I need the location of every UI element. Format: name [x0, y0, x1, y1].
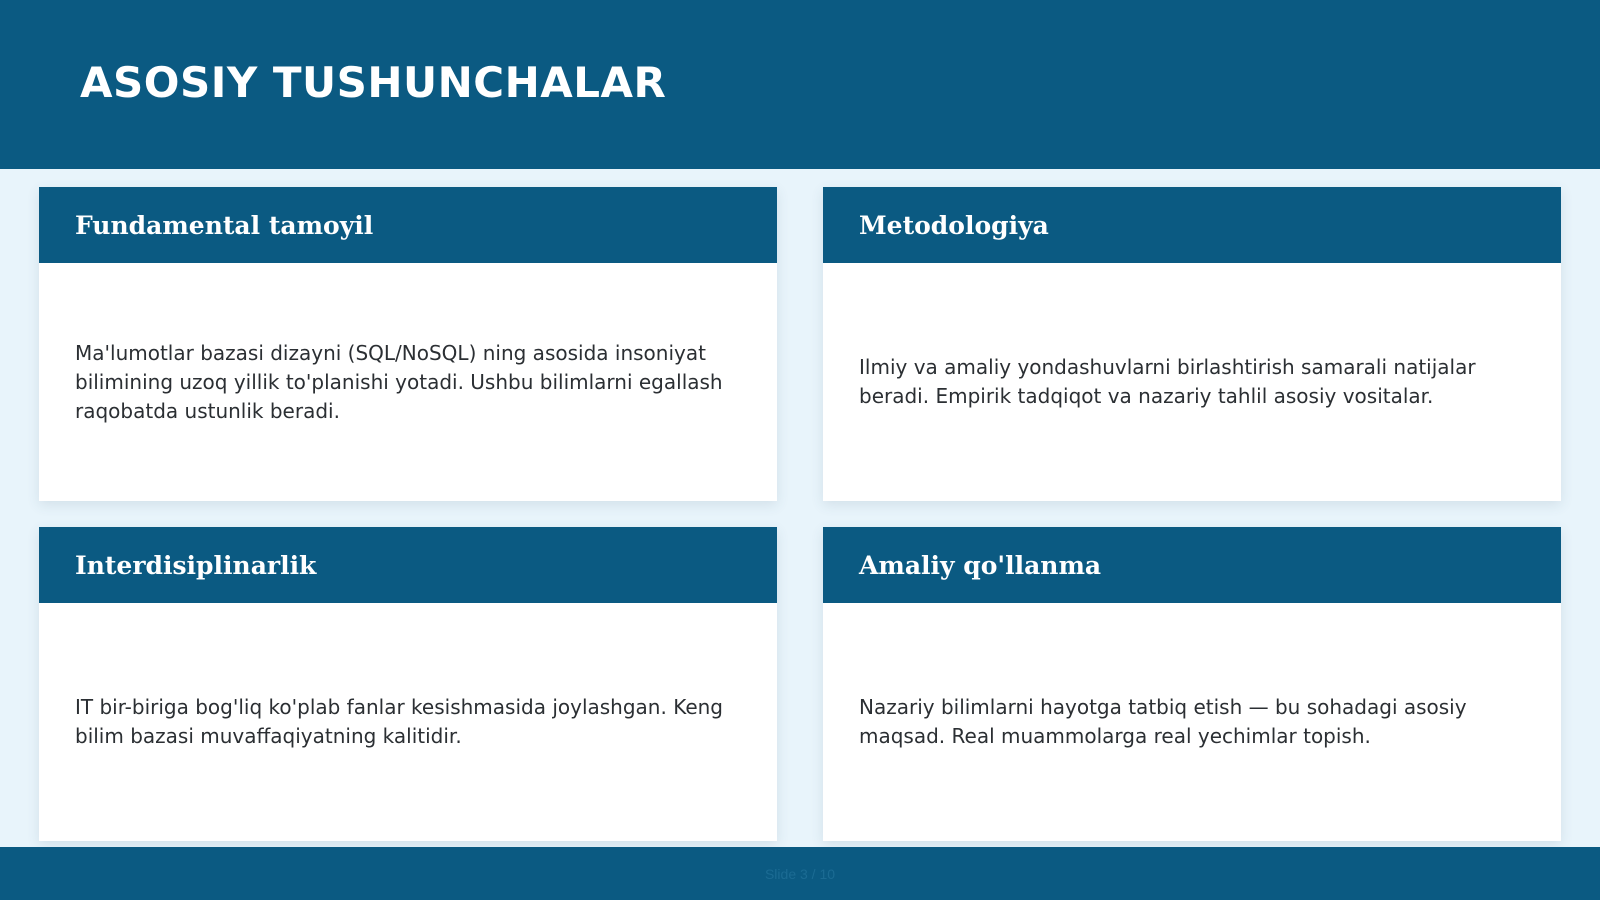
slide-header [0, 0, 1600, 169]
card-title: Interdisiplinarlik [75, 550, 317, 580]
concept-card-methodology [823, 187, 1561, 501]
card-text: Nazariy bilimlarni hayotga tatbiq etish — bu sohadagi asosiy maqsad. Real muammolarga real yechimlar topish. [859, 695, 1467, 748]
card-body [823, 603, 1561, 841]
card-body [39, 263, 777, 501]
card-title: Fundamental tamoyil [75, 210, 374, 240]
card-text: IT bir-biriga bog'liq ko'plab fanlar kesishmasida joylashgan. Keng bilim bazasi muvaffaqiyatning kalitidir. [75, 695, 723, 748]
card-header [39, 187, 777, 263]
slide-footer [0, 847, 1600, 900]
concept-card-practical [823, 527, 1561, 841]
card-title: Metodologiya [859, 210, 1049, 240]
card-header [39, 527, 777, 603]
card-header [823, 187, 1561, 263]
slide-number: Slide 3 / 10 [764, 865, 836, 882]
card-title: Amaliy qo'llanma [859, 550, 1102, 580]
concept-card-interdisciplinary [39, 527, 777, 841]
slide-title: ASOSIY TUSHUNCHALAR [80, 58, 667, 107]
concept-card-fundamental [39, 187, 777, 501]
card-body [39, 603, 777, 841]
card-text: Ilmiy va amaliy yondashuvlarni birlashtirish samarali natijalar beradi. Empirik tadqiqot va nazariy tahlil asosiy vositalar. [859, 355, 1476, 408]
card-body [823, 263, 1561, 501]
card-text: Ma'lumotlar bazasi dizayni (SQL/NoSQL) ning asosida insoniyat bilimining uzoq yillik to'planishi yotadi. Ushbu bilimlarni egallash raqobatda ustunlik beradi. [75, 340, 723, 423]
card-header [823, 527, 1561, 603]
